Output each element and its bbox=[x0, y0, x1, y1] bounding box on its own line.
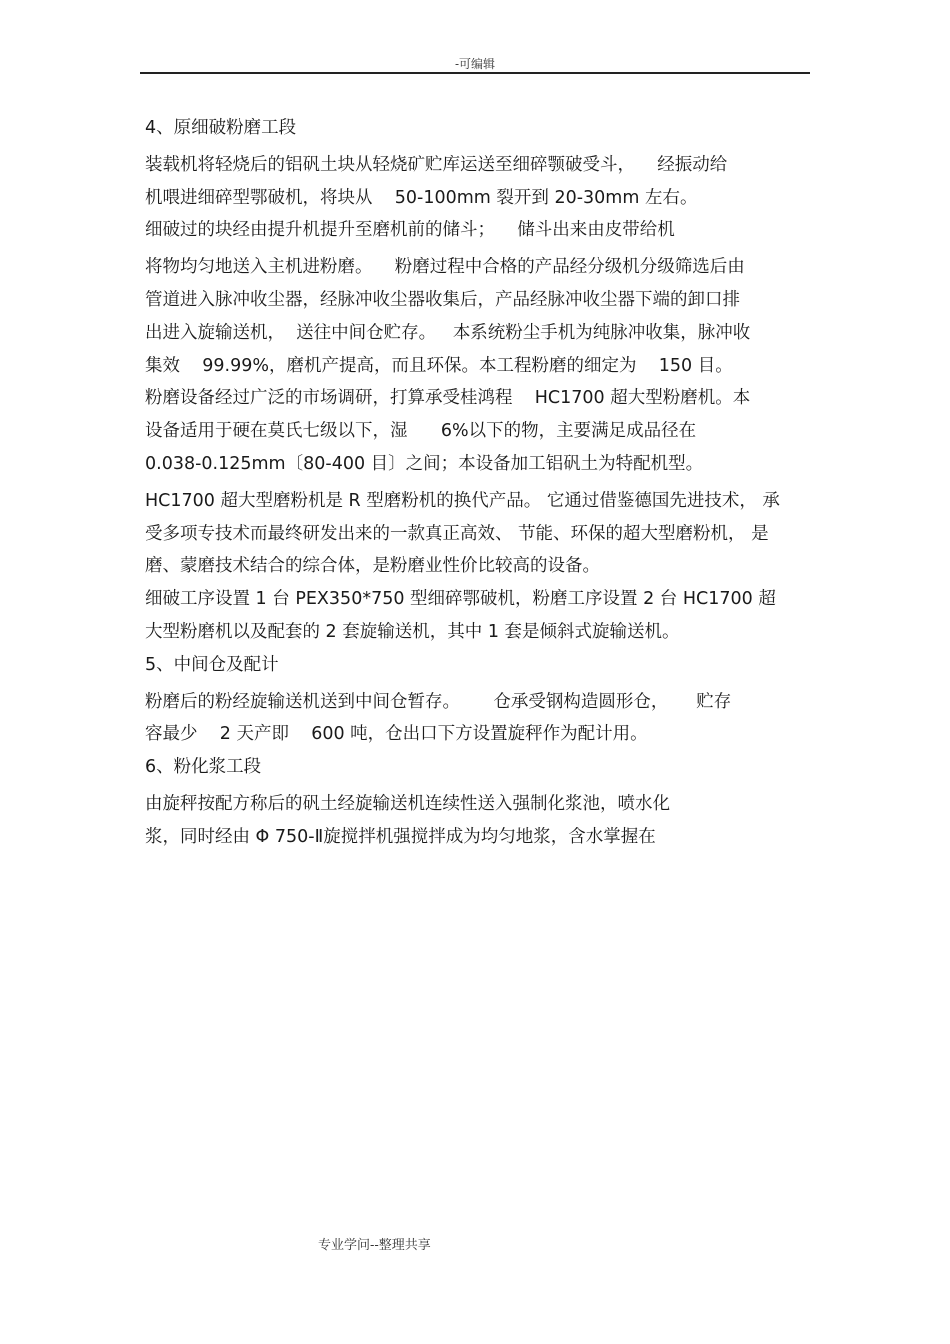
text-line: 粉磨后的粉经旋输送机送到中间仓暂存。 仓承受钢构造圆形仓， 贮存 bbox=[145, 691, 732, 712]
section-heading: 5、中间仓及配计 bbox=[145, 654, 279, 675]
page-header: -可编辑 bbox=[140, 56, 810, 74]
text-line: 设备适用于硬在莫氏七级以下，湿 6%以下的物，主要满足成品径在 bbox=[145, 421, 697, 442]
page-footer: 专业学问--整理共享 bbox=[318, 1238, 431, 1253]
text-line: 大型粉磨机以及配套的 2 套旋输送机，其中 1 套是倾斜式旋输送机。 bbox=[145, 621, 680, 642]
paragraph bbox=[145, 686, 817, 752]
paragraph bbox=[145, 485, 817, 649]
paragraph bbox=[145, 251, 817, 481]
text-line: 容最少 2 天产即 600 吨，仓出口下方设置旋秤作为配计用。 bbox=[145, 724, 648, 745]
text-line: 浆，同时经由 Φ 750-Ⅱ旋搅拌机强搅拌成为均匀地浆，含水掌握在 bbox=[145, 826, 656, 847]
text-line: 0.038-0.125mm〔80-400 目〕之间；本设备加工铝矾土为特配机型。 bbox=[145, 453, 704, 474]
text-line: 受多项专技术而最终研发出来的一款真正高效、 节能、环保的超大型磨粉机， 是 bbox=[145, 523, 769, 544]
text-line: HC1700 超大型磨粉机是 R 型磨粉机的换代产品。 它通过借鉴德国先进技术， 承 bbox=[145, 490, 780, 511]
text-line: 集效 99.99%，磨机产提高，而且环保。本工程粉磨的细定为 150 目。 bbox=[145, 355, 733, 376]
text-line: 磨、蒙磨技术结合的综合体，是粉磨业性价比较高的设备。 bbox=[145, 556, 600, 577]
paragraph bbox=[145, 788, 817, 854]
paragraph bbox=[145, 149, 817, 247]
text-line: 粉磨设备经过广泛的市场调研，打算承受桂鸿程 HC1700 超大型粉磨机。本 bbox=[145, 388, 751, 409]
text-line: 将物均匀地送入主机进粉磨。 粉磨过程中合格的产品经分级机分级筛选后由 bbox=[145, 257, 745, 278]
text-line: 细破过的块经由提升机提升至磨机前的储斗； 储斗出来由皮带给机 bbox=[145, 220, 675, 241]
text-line: 装载机将轻烧后的铝矾土块从轻烧矿贮库运送至细碎颚破受斗， 经振动给 bbox=[145, 154, 728, 175]
text-line: 细破工序设置 1 台 PEX350*750 型细碎鄂破机，粉磨工序设置 2 台 HC1700 超 bbox=[145, 589, 776, 610]
document-body bbox=[145, 112, 817, 854]
section-heading: 4、原细破粉磨工段 bbox=[145, 118, 297, 138]
text-line: 出进入旋输送机， 送往中间仓贮存。 本系统粉尘手机为纯脉冲收集，脉冲收 bbox=[145, 322, 751, 343]
text-line: 机喂进细碎型鄂破机，将块从 50-100mm 裂开到 20-30mm 左右。 bbox=[145, 187, 698, 208]
section-heading: 6、粉化浆工段 bbox=[145, 757, 262, 778]
text-line: 管道进入脉冲收尘器，经脉冲收尘器收集后，产品经脉冲收尘器下端的卸口排 bbox=[145, 289, 740, 310]
text-line: 由旋秤按配方称后的矾土经旋输送机连续性送入强制化浆池，喷水化 bbox=[145, 793, 670, 814]
